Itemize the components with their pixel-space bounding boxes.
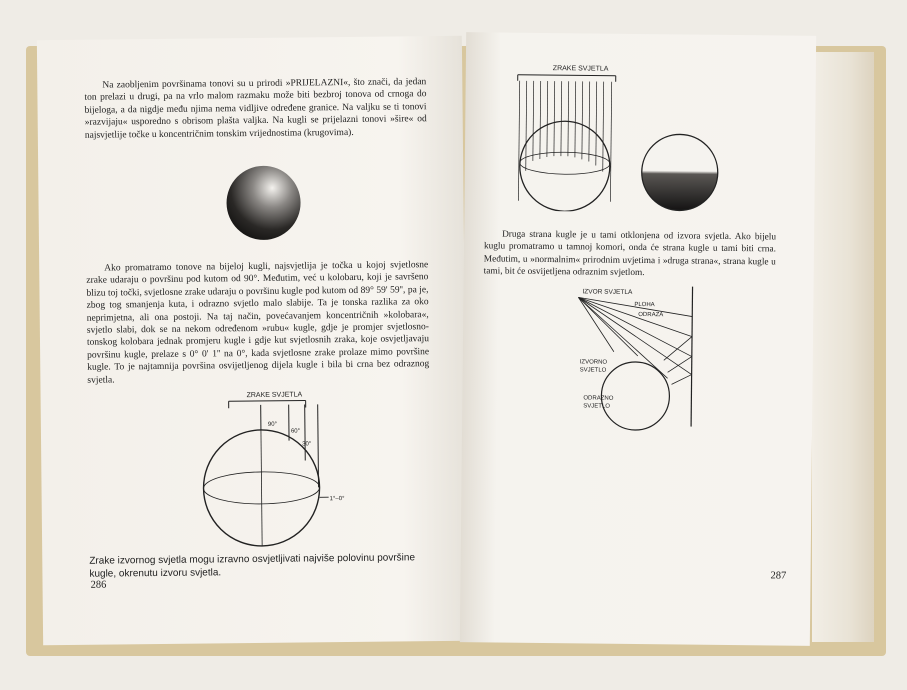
right-page <box>460 32 816 646</box>
page-number-left: 286 <box>90 579 107 591</box>
page-number-right: 287 <box>770 570 787 582</box>
ray <box>305 404 306 460</box>
page-edges <box>812 52 874 642</box>
svg-text:ODRAZA: ODRAZA <box>638 312 664 319</box>
angle-1-0-label: 1°–0° <box>329 496 345 503</box>
plane-label: PLOHA <box>634 301 655 309</box>
reflected-light-diagram <box>567 285 709 431</box>
right-paragraph: Druga strana kugle je u tami otklonjena od izvora svjetla. Ako bijelu kuglu promatramo u tamnoj komori, onda će strana kugle u tami biti crna. Međutim, u »normalnim« prirodnim uvjetima i »druga strana«, strana kugle u tami, bit će osvijetljena odraznim svjetlom. <box>483 229 777 279</box>
light-angle-diagram <box>180 382 352 549</box>
lit-sphere-diagrams <box>504 61 746 214</box>
light-ray-lines <box>518 81 611 202</box>
left-page <box>37 36 468 645</box>
intro-paragraph: Na zaobljenim površinama tonovi su u prirodi »PRIJELAZNI«, što znači, da jedan ton prelazi u drugi, pa na vrlo malom razmaku može biti bezbroj tonova od crnoga do bijeloga, a da nigdje među njima nema vidljive određene granice. Na valjku se ti tonovi »razvijaju« usporedno s obrisom plašta valjka. Na kugli se prijelazni tonovi »šire« od najsvjetlije točke u koncentričnim tonskim vrijednostima (krugovima). <box>84 77 427 141</box>
rays-label: ZRAKE SVJETLA <box>246 391 303 400</box>
reflected-light-label: ODRAZNO <box>583 395 614 402</box>
angle-30-label: 30° <box>302 441 312 448</box>
svg-text:SVJETLO: SVJETLO <box>579 367 607 374</box>
direct-light-label: IZVORNO <box>579 359 608 366</box>
shaded-sphere <box>223 162 304 243</box>
angle-90-label: 90° <box>267 421 277 428</box>
sphere-outline <box>519 121 610 212</box>
source-label: IZVOR SVJETLA <box>582 288 633 296</box>
body-paragraph: Ako promatramo tonove na bijeloj kugli, najsvjetlija je točka u kojoj svjetlosne zrake udaraju o površinu pod kutom od 90°. Međutim, već u kolobaru, koji je savršeno blizu toj točki, svjetlosne zrake udaraju o površinu kugle pod kutom od 89° 59' 59'', pa je, zbog tog smanjenja kuta, i odrazno svjetlo malo slabije. Ta je tonska razlika za oko neprimjetna, ali ona postoji. Na taj način, povećavanjem koncentričnih »kolobara«, svjetlo slabi, dok se na nekom određenom »rubu« kugle, gdje je promjer svjetlosno-tonskog kolobara jednak promjeru kugle i gdje kut svjetlosnih zraka, koje osvjetljavaju površinu kugle, prelaze s 0° 0' 1'' na 0°, kada svjetlosne zrake prolaze mimo površine kugle. To je najtamnija površina osvijetljenog dijela kugle i bila bi crna bez odraznog svjetla. <box>86 260 430 386</box>
rays-bracket <box>229 400 306 401</box>
rays-label-right: ZRAKE SVJETLA <box>552 65 609 73</box>
angle-60-label: 60° <box>290 428 301 435</box>
figure-caption: Zrake izvornog svjetla mogu izravno osvjetljivati najviše polovinu površine kugle, okrenutu izvoru svjetla. <box>89 552 416 580</box>
half-dark-sphere <box>641 134 718 211</box>
svg-text:SVJETLO: SVJETLO <box>583 403 611 410</box>
